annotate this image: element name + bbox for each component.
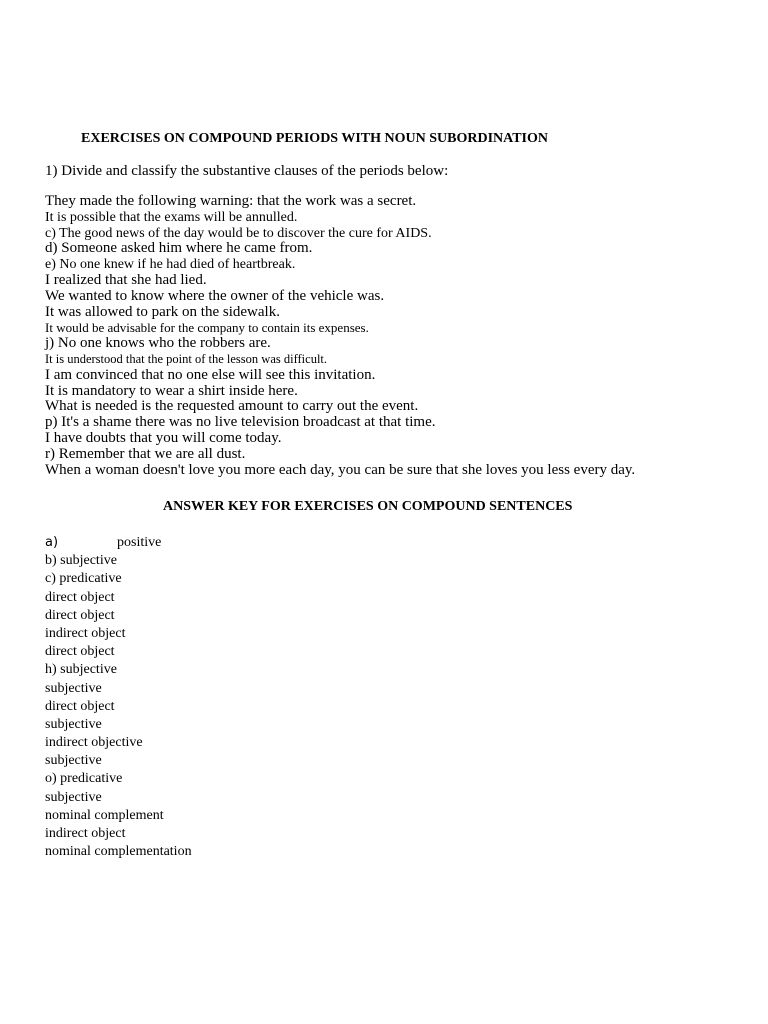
sentence-item: It would be advisable for the company to contain its expenses. xyxy=(45,320,369,336)
answer-item: direct object xyxy=(45,644,115,660)
sentence-item: d) Someone asked him where he came from. xyxy=(45,240,313,257)
exercise-instruction: 1) Divide and classify the substantive clauses of the periods below: xyxy=(45,163,449,179)
sentence-item: p) It's a shame there was no live television broadcast at that time. xyxy=(45,414,436,431)
sentence-item: c) The good news of the day would be to discover the cure for AIDS. xyxy=(45,225,432,241)
answer-item: h) subjective xyxy=(45,662,117,678)
answer-item: nominal complement xyxy=(45,807,164,823)
sentence-item: It is mandatory to wear a shirt inside here. xyxy=(45,382,298,399)
sentence-item: I realized that she had lied. xyxy=(45,271,207,288)
sentence-item: They made the following warning: that the work was a secret. xyxy=(45,193,417,209)
sentence-item: e) No one knew if he had died of heartbreak. xyxy=(45,257,296,273)
sentence-item: We wanted to know where the owner of the vehicle was. xyxy=(45,287,385,304)
sentence-item: j) No one knows who the robbers are. xyxy=(45,335,271,352)
answer-item: indirect object xyxy=(45,625,126,641)
page-title: EXERCISES ON COMPOUND PERIODS WITH NOUN SUBORDINATION xyxy=(81,131,548,146)
answer-item: nominal complementation xyxy=(45,844,192,860)
answer-item: b) subjective xyxy=(45,553,117,569)
answer-key-title: ANSWER KEY FOR EXERCISES ON COMPOUND SENTENCES xyxy=(163,499,573,514)
sentence-list xyxy=(45,194,635,478)
sentence-item: r) Remember that we are all dust. xyxy=(45,445,246,462)
sentence-item: I am convinced that no one else will see this invitation. xyxy=(45,366,376,383)
answer-item xyxy=(45,534,192,552)
answer-item: subjective xyxy=(45,753,102,769)
sentence-item: It is possible that the exams will be annulled. xyxy=(45,209,298,225)
answer-item: subjective xyxy=(45,789,102,805)
answer-item: indirect objective xyxy=(45,735,143,751)
sentence-item: It is understood that the point of the lesson was difficult. xyxy=(45,351,328,366)
sentence-item: When a woman doesn't love you more each day, you can be sure that she loves you less every day. xyxy=(45,461,636,478)
answer-list xyxy=(45,534,192,861)
answer-letter: a) xyxy=(45,535,59,550)
sentence-item: It was allowed to park on the sidewalk. xyxy=(45,303,280,320)
answer-item: subjective xyxy=(45,680,102,696)
answer-item: o) predicative xyxy=(45,771,123,787)
answer-item: c) predicative xyxy=(45,571,122,587)
answer-value: positive xyxy=(117,535,162,550)
answer-item: direct object xyxy=(45,589,115,605)
sentence-item: What is needed is the requested amount to carry out the event. xyxy=(45,398,419,415)
sentence-item: I have doubts that you will come today. xyxy=(45,429,282,446)
answer-item: direct object xyxy=(45,698,115,714)
answer-item: indirect object xyxy=(45,826,126,841)
answer-item: subjective xyxy=(45,716,102,732)
answer-item: direct object xyxy=(45,607,115,623)
